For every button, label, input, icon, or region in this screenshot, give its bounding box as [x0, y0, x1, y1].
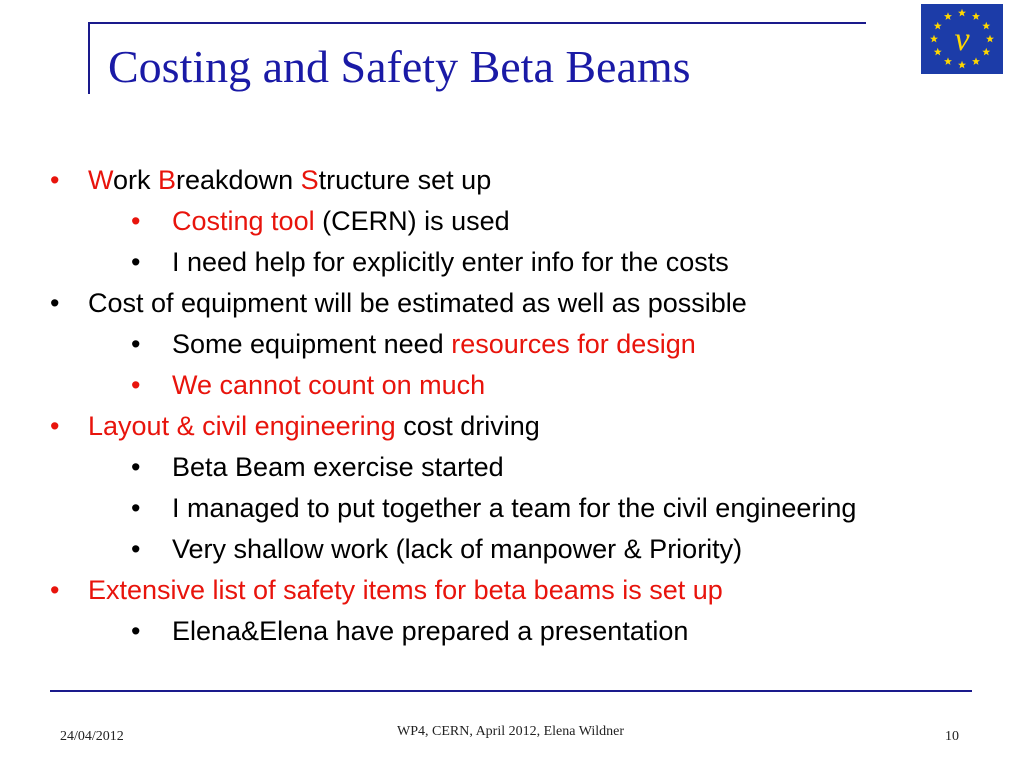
eu-nu-logo — [921, 4, 1003, 74]
bullet-text-run: We cannot count on much — [172, 370, 486, 400]
bullet-text-run: Costing tool — [172, 206, 315, 236]
footer-date: 24/04/2012 — [60, 729, 124, 744]
sub-bullet-item — [48, 529, 968, 570]
footer-author-info: WP4, CERN, April 2012, Elena Wildner — [397, 724, 625, 739]
bullet-text-run: cost driving — [395, 411, 540, 441]
sub-bullet-item — [48, 242, 968, 283]
bullet-text-run: Layout & civil engineering — [88, 411, 396, 441]
bullet-text-run: Beta Beam exercise started — [172, 452, 504, 482]
bullet-item — [48, 160, 968, 201]
bullet-text-run: Cost of equipment will be estimated as well as possible — [88, 288, 747, 318]
title-frame-left-rule — [88, 22, 90, 94]
bullet-text-run: tructure set up — [318, 165, 492, 195]
bullet-text-run: Extensive list of safety items for beta beams is set up — [88, 575, 723, 605]
sub-bullet-item — [48, 611, 968, 652]
bullet-text-run: (CERN) is used — [314, 206, 510, 236]
star-icon — [972, 12, 980, 20]
bullet-item — [48, 570, 968, 611]
star-icon — [982, 22, 990, 30]
star-icon — [934, 22, 942, 30]
star-icon — [930, 35, 938, 43]
bullet-text-run: S — [300, 165, 319, 195]
nu-symbol: ν — [954, 21, 970, 58]
star-icon — [986, 35, 994, 43]
bullet-item — [48, 406, 968, 447]
star-icon — [944, 57, 952, 65]
bullet-text-run: B — [158, 165, 177, 195]
sub-bullet-item — [48, 324, 968, 365]
sub-bullet-item — [48, 201, 968, 242]
star-icon — [944, 12, 952, 20]
eu-stars-icon — [921, 4, 1003, 74]
star-icon — [958, 9, 966, 17]
footer-rule — [50, 690, 972, 692]
slide-title: Costing and Safety Beta Beams — [108, 41, 691, 92]
bullet-text-run: Very shallow work (lack of manpower & Priority) — [172, 534, 743, 564]
page-number: 10 — [945, 729, 959, 744]
star-icon — [934, 48, 942, 56]
star-icon — [972, 57, 980, 65]
bullet-text-run: ork — [113, 165, 159, 195]
bullet-text-run: I managed to put together a team for the civil engineering — [172, 493, 857, 523]
sub-bullet-item — [48, 488, 968, 529]
star-icon — [958, 61, 966, 69]
bullet-list — [48, 160, 968, 652]
bullet-text-run: resources for design — [451, 329, 696, 359]
bullet-text-run: Some equipment need — [172, 329, 452, 359]
bullet-text-run: Elena&Elena have prepared a presentation — [172, 616, 689, 646]
title-frame-top-rule — [88, 22, 866, 24]
bullet-text-run: reakdown — [176, 165, 301, 195]
bullet-text-run: I need help for explicitly enter info for the costs — [172, 247, 729, 277]
bullet-item — [48, 283, 968, 324]
sub-bullet-item — [48, 447, 968, 488]
star-icon — [982, 48, 990, 56]
sub-bullet-item — [48, 365, 968, 406]
bullet-text-run: W — [88, 165, 113, 195]
